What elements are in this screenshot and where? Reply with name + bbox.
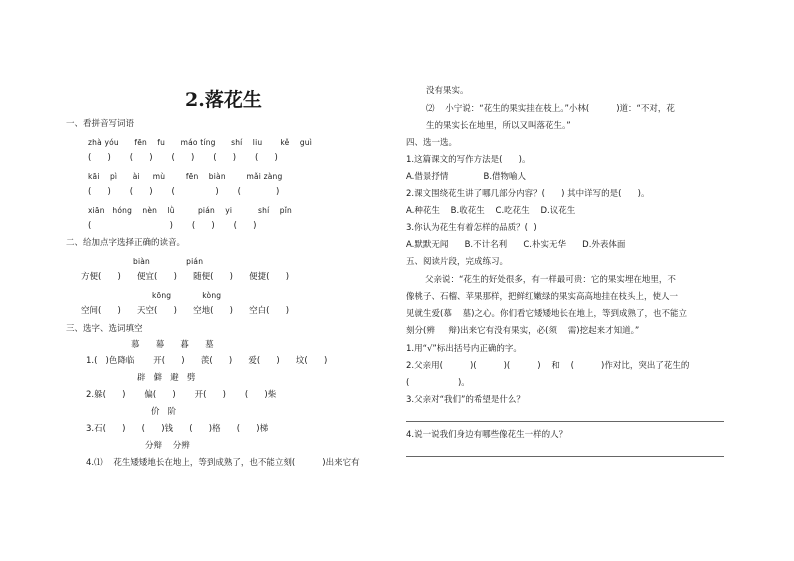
question-4-part-2-cont: 生的果实长在地里，所以又叫落花生。” — [426, 121, 571, 131]
reading-question-2: 2.父亲用( )( )( ) 和 ( )作对比，突出了花生的 — [406, 361, 690, 371]
page-title: 2.落花生 — [185, 89, 262, 111]
section-2-heading: 二、给加点字选择正确的读音。 — [66, 238, 186, 248]
choice-question-2: 2.课文围绕花生讲了哪几部分内容？( ) 其中详写的是( )。 — [406, 189, 650, 199]
char-set-2: 辟 僻 避 劈 — [137, 373, 196, 383]
fill-question-2: 2.躲( ) 偏( ) 开( ) ( )柴 — [86, 390, 277, 400]
section-4-heading: 四、选一选。 — [406, 138, 458, 148]
passage-line-1: 父亲说：“花生的好处很多，有一样最可贵：它的果实埋在地里，不 — [425, 275, 676, 285]
reading-line-1: 方便( ) 便宜( ) 随便( ) 便捷( ) — [81, 272, 290, 282]
choice-question-3: 3.你认为花生有着怎样的品质？( ) — [406, 223, 537, 233]
reading-line-2: 空间( ) 天空( ) 空地( ) 空白( ) — [81, 306, 290, 316]
fill-question-3: 3.石( ) ( )钱 ( )格 ( )梯 — [86, 424, 269, 434]
pinyin-row-3: xiān hóng nèn lǜ pián yi shí pǐn — [88, 206, 292, 215]
passage-line-2: 像桃子、石榴、苹果那样，把鲜红嫩绿的果实高高地挂在枝头上，使人一 — [406, 292, 679, 302]
section-1-heading: 一、看拼音写词语 — [66, 119, 135, 129]
section-3-heading: 三、选字、选词填空 — [66, 324, 143, 334]
choice-options-1: A.借景抒情 B.借物喻人 — [406, 172, 527, 182]
fill-question-1: 1.( )色降临 开( ) 羡( ) 爱( ) 坟( ) — [86, 356, 328, 366]
answer-line-3 — [406, 421, 724, 422]
section-5-heading: 五、阅读片段，完成练习。 — [406, 257, 509, 267]
reading-question-4: 4.说一说我们身边有哪些像花生一样的人？ — [406, 430, 568, 440]
question-4-continuation: 没有果实。 — [426, 86, 469, 96]
question-4-part-2: ⑵ 小宁说：“花生的果实挂在枝上。”小林( )道：“不对，花 — [426, 104, 675, 114]
answer-line-4 — [406, 456, 724, 457]
passage-line-4: 刻分(辨 辩)出来它有没有果实，必(须 需)挖起来才知道。” — [406, 326, 640, 336]
pinyin-row-1: zhà yóu fēn fu máo tíng shí liu kě guì — [88, 138, 313, 147]
passage-line-3: 见就生爱(慕 墓)之心。你们看它矮矮地长在地上，等到成熟了，也不能立 — [406, 309, 687, 319]
reading-pinyin-2: kōng kòng — [152, 291, 222, 300]
pinyin-row-2: kāi pì ài mù fēn biàn mǎi zàng — [88, 172, 283, 181]
char-set-3: 价 阶 — [151, 407, 177, 417]
choice-options-2: A.种花生 B.收花生 C.吃花生 D.议花生 — [406, 206, 576, 216]
choice-options-3: A.默默无闻 B.不计名利 C.朴实无华 D.外表体面 — [406, 240, 626, 250]
choice-question-1: 1.这篇课文的写作方法是( )。 — [406, 155, 531, 165]
blank-row-1: ( ) ( ) ( ) ( ) ( ) — [88, 153, 278, 163]
reading-question-3: 3.父亲对“我们”的希望是什么？ — [406, 395, 525, 405]
reading-question-2-cont: ( )。 — [406, 378, 470, 388]
blank-row-3: ( ) ( ) ( ) — [88, 221, 257, 231]
reading-pinyin-1: biàn pián — [133, 257, 204, 266]
blank-row-2: ( ) ( ) ( ) ( ) — [88, 187, 280, 197]
reading-question-1: 1.用“√”标出括号内正确的字。 — [406, 344, 522, 354]
fill-question-4: 4.⑴ 花生矮矮地长在地上，等到成熟了，也不能立刻( )出来它有 — [86, 458, 360, 468]
word-set-4: 分辩 分辨 — [145, 441, 190, 451]
char-set-1: 慕 幕 暮 墓 — [131, 340, 214, 350]
